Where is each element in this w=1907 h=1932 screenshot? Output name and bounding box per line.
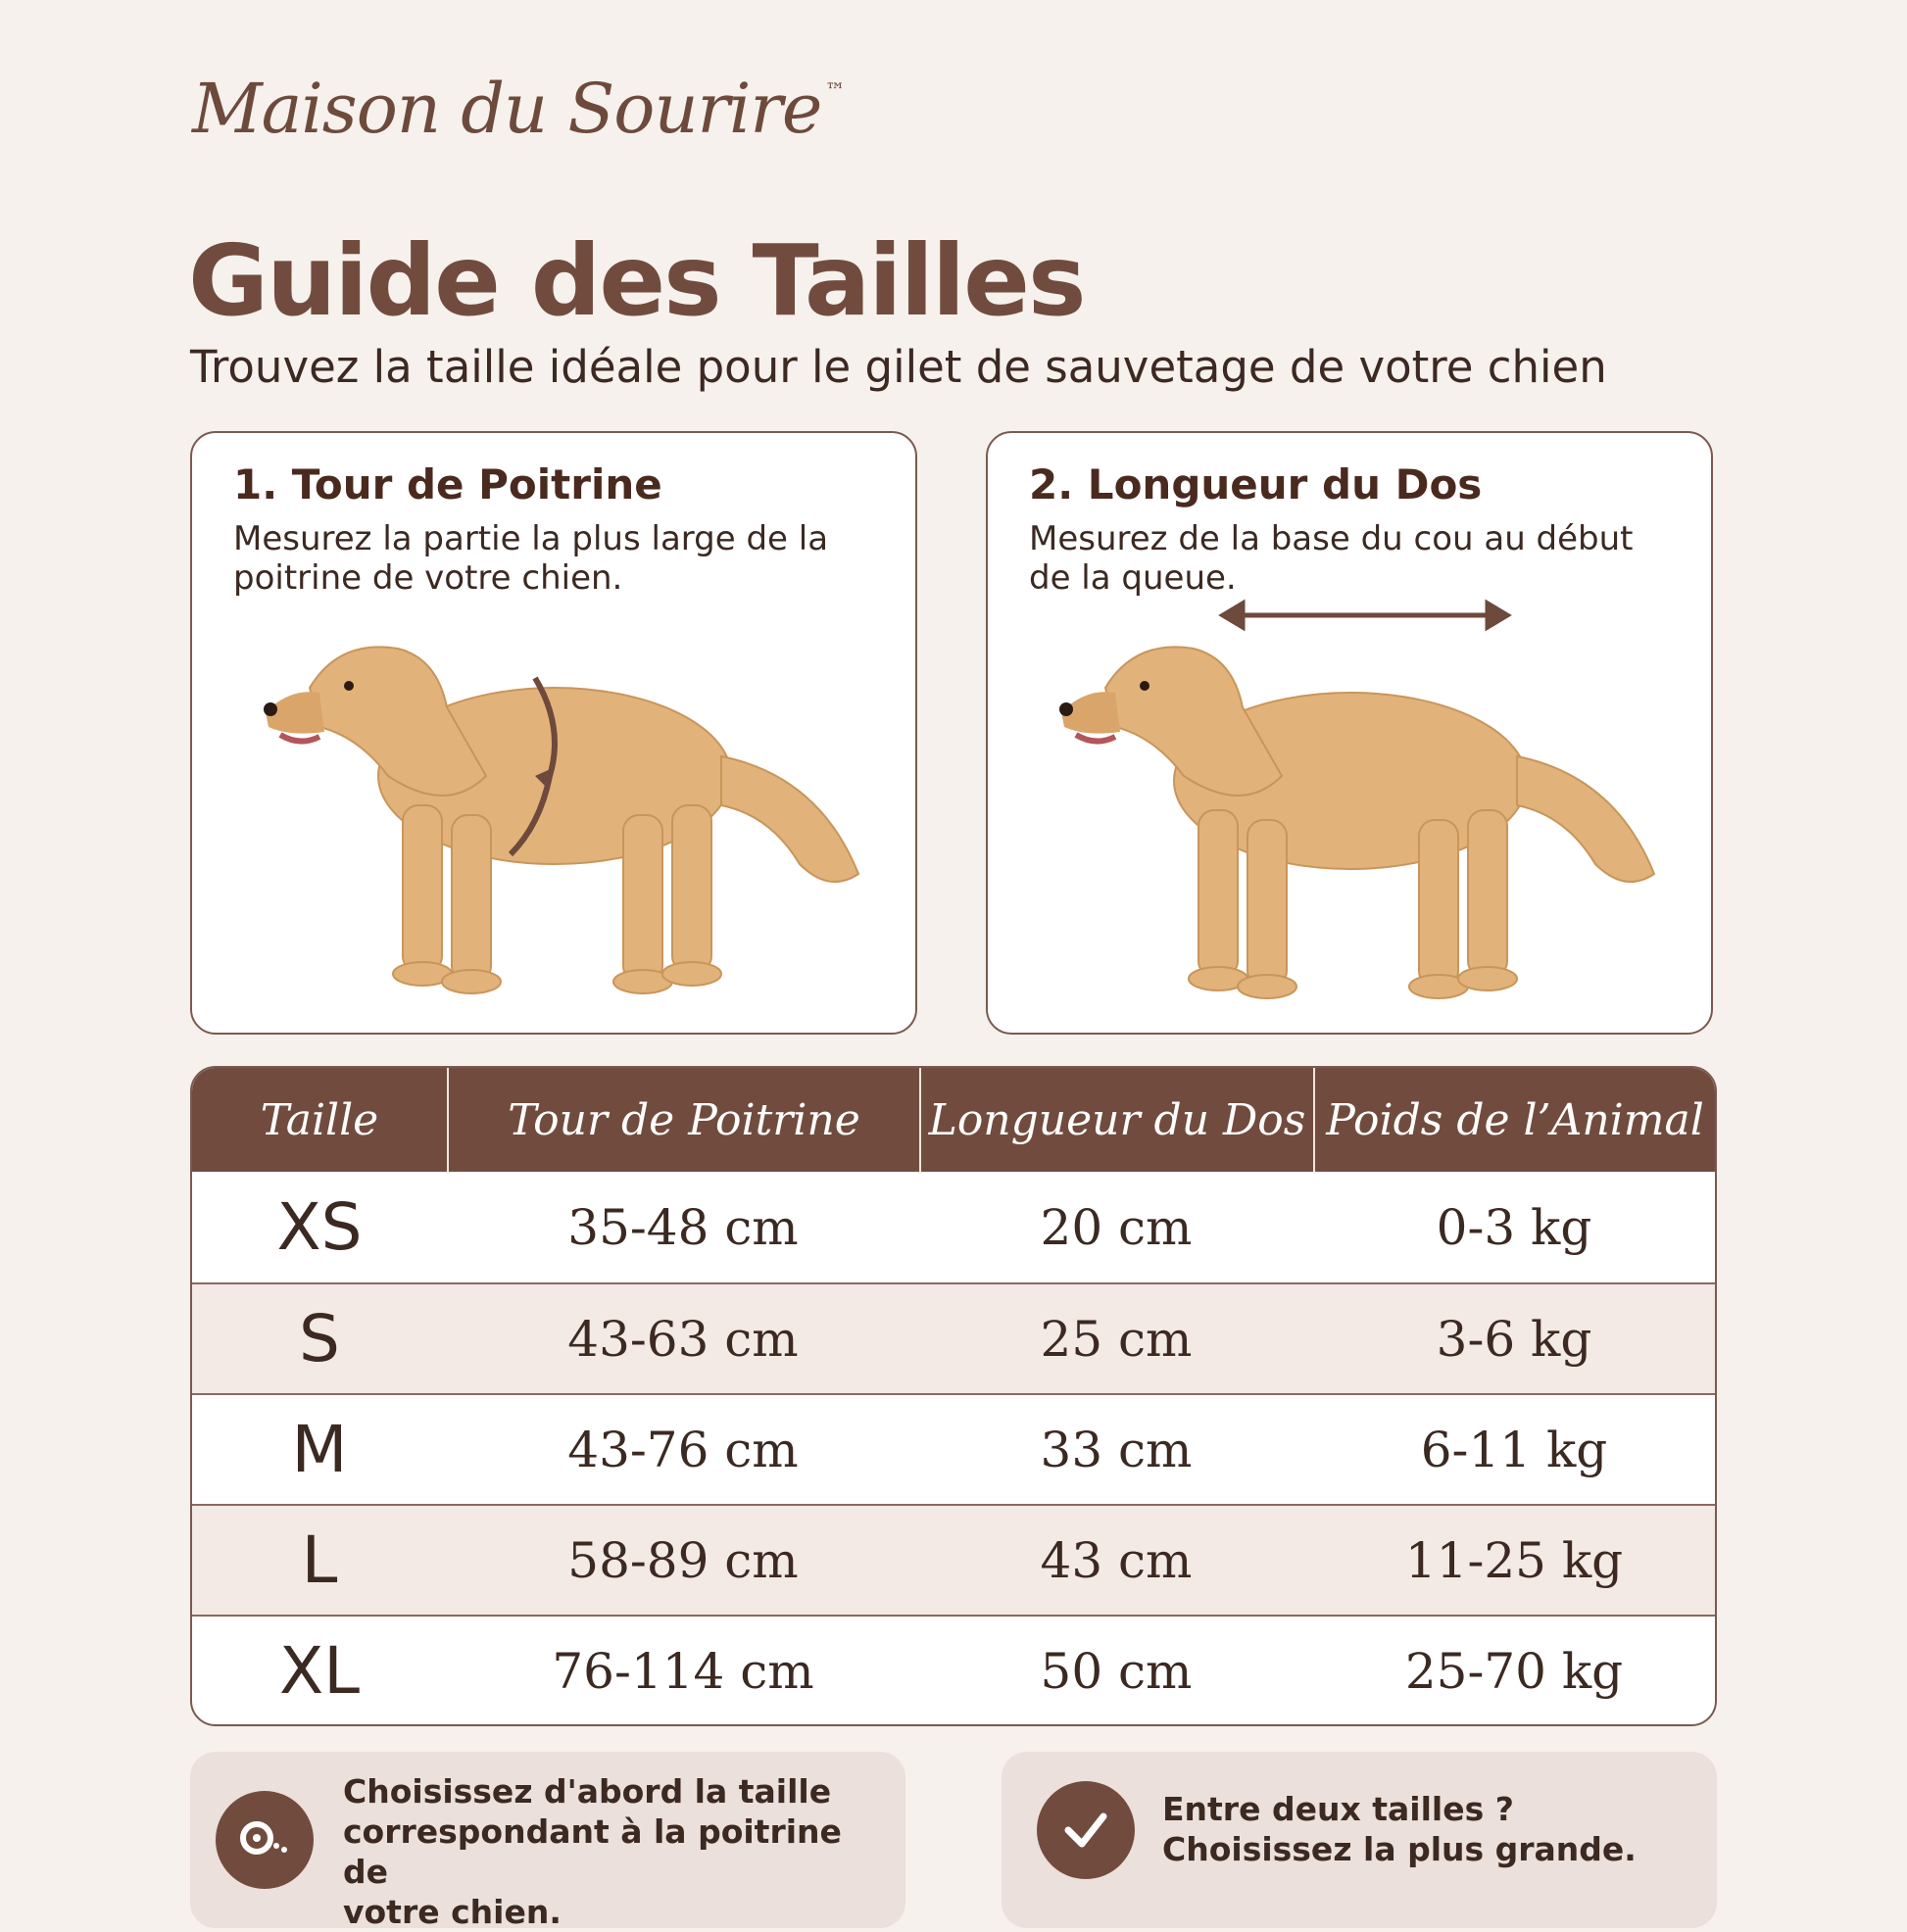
brand-name: Maison du Sourire xyxy=(192,69,822,149)
header-size: Taille xyxy=(260,1094,379,1145)
tip-between-sizes xyxy=(1002,1752,1717,1928)
weight-cell: 3-6 kg xyxy=(1436,1310,1592,1368)
table-header xyxy=(192,1068,1715,1172)
dog-back-illustration xyxy=(988,580,1711,1033)
weight-cell: 0-3 kg xyxy=(1436,1198,1592,1256)
back-card-text: Mesurez de la base du cou au début de la queue. xyxy=(1029,519,1634,598)
weight-cell: 11-25 kg xyxy=(1404,1531,1624,1589)
tip-chest-text xyxy=(343,1771,892,1932)
header-chest: Tour de Poitrine xyxy=(447,1068,919,1172)
size-cell: M xyxy=(291,1412,348,1487)
checkmark-icon xyxy=(1037,1781,1135,1879)
chest-cell: 43-76 cm xyxy=(567,1421,799,1478)
dog-chest-illustration xyxy=(192,580,915,1033)
header-back: Longueur du Dos xyxy=(919,1068,1313,1172)
back-cell: 20 cm xyxy=(1040,1198,1193,1256)
tip-line: Choisissez la plus grande. xyxy=(1162,1830,1637,1868)
chest-cell: 58-89 cm xyxy=(567,1531,799,1589)
brand-logo xyxy=(192,69,844,149)
weight-cell: 6-11 kg xyxy=(1420,1421,1608,1478)
table-row xyxy=(192,1172,1715,1282)
tip-line: Choisissez d'abord la taille xyxy=(343,1772,832,1811)
size-cell: S xyxy=(299,1301,340,1377)
size-cell: L xyxy=(301,1522,338,1598)
tip-chest-first xyxy=(190,1752,905,1931)
back-cell: 33 cm xyxy=(1040,1421,1193,1478)
header-weight: Poids de l’Animal xyxy=(1313,1068,1715,1172)
back-cell: 25 cm xyxy=(1040,1310,1193,1368)
chest-cell: 43-63 cm xyxy=(567,1310,799,1368)
size-table xyxy=(190,1066,1717,1726)
tip-line: Entre deux tailles ? xyxy=(1162,1790,1514,1828)
table-body xyxy=(192,1172,1715,1725)
measuring-tape-icon xyxy=(216,1791,314,1889)
trademark-mark: ™ xyxy=(825,78,845,102)
tip-line: correspondant à la poitrine de xyxy=(343,1812,842,1891)
page-subtitle: Trouvez la taille idéale pour le gilet de sauvetage de votre chien xyxy=(190,341,1607,393)
back-card-heading: 2. Longueur du Dos xyxy=(1029,460,1483,508)
table-row xyxy=(192,1393,1715,1504)
page-title: Guide des Tailles xyxy=(188,223,1085,338)
tip-line: votre chien. xyxy=(343,1893,562,1931)
back-cell: 50 cm xyxy=(1040,1642,1193,1700)
weight-cell: 25-70 kg xyxy=(1404,1642,1624,1700)
chest-cell: 76-114 cm xyxy=(552,1642,814,1700)
tip-between-text xyxy=(1162,1789,1672,1869)
table-row xyxy=(192,1615,1715,1725)
chest-measure-card xyxy=(190,431,917,1035)
chest-card-text: Mesurez la partie la plus large de la poitrine de votre chien. xyxy=(233,519,829,598)
table-row xyxy=(192,1504,1715,1615)
back-cell: 43 cm xyxy=(1040,1531,1193,1589)
chest-card-heading: 1. Tour de Poitrine xyxy=(233,460,662,508)
table-row xyxy=(192,1282,1715,1393)
size-cell: XL xyxy=(279,1633,360,1709)
back-measure-card xyxy=(986,431,1713,1035)
chest-cell: 35-48 cm xyxy=(567,1198,799,1256)
size-cell: XS xyxy=(276,1189,363,1265)
